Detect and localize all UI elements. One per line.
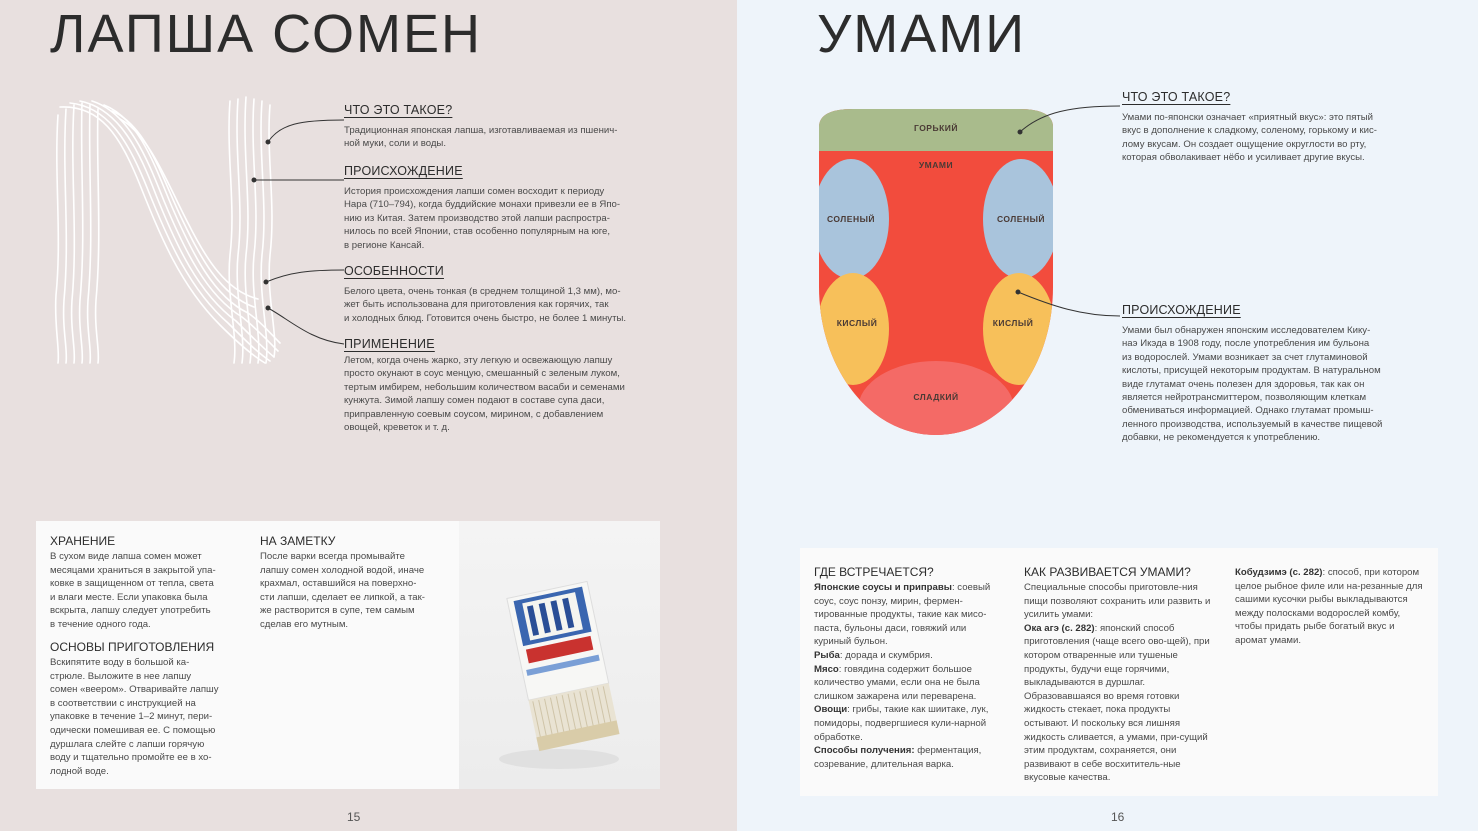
label-salty-left: СОЛЕНЫЙ xyxy=(826,214,876,224)
section-features xyxy=(344,263,674,325)
storage-head: ХРАНЕНИЕ xyxy=(50,534,116,548)
info-box xyxy=(36,521,660,789)
section-usage xyxy=(344,336,674,434)
section-head: ОСОБЕННОСТИ xyxy=(344,264,444,278)
note-text: После варки всегда промывайте лапшу сомен холодной водой, иначе крахмал, оставшийся на поверхно- сти лапши, сделает ее липкой, а так- же растворится в супе, тем самым сделав его мутным. xyxy=(260,551,425,630)
label-bitter: ГОРЬКИЙ xyxy=(913,123,959,133)
section-what xyxy=(344,102,674,151)
storage-block xyxy=(50,534,250,632)
note-block xyxy=(260,534,460,632)
section-head: ЧТО ЭТО ТАКОЕ? xyxy=(1122,90,1231,104)
item-text: : способ, при котором целое рыбное филе или на-резанные для сашими кусочки рыбы выкладываются между полосками водорослей комбу, чтобы придать рыбе богатый вкус и аромат умами. xyxy=(1235,567,1423,646)
where-head: ГДЕ ВСТРЕЧАЕТСЯ? xyxy=(814,565,934,579)
develop-intro: Специальные способы приготовле-ния пищи позволяют сохранить или развить и усилить умами: xyxy=(1024,582,1211,621)
item-text: : грибы, такие как шиитаке, лук, помидоры, подвергшиеся кули-нарной обработке. xyxy=(814,704,989,743)
label-sour-right: КИСЛЫЙ xyxy=(992,318,1034,328)
kobujime-text xyxy=(1235,566,1425,648)
leader-lines xyxy=(240,100,350,360)
where-block xyxy=(814,565,1004,771)
section-head: ЧТО ЭТО ТАКОЕ? xyxy=(344,103,453,117)
storage-text: В сухом виде лапша сомен может месяцами храниться в закрытой упа- ковке в защищенном от тепла, света и влаги месте. Если упаковка была вскрыта, лапшу следует употребить в течение одного года. xyxy=(50,551,216,630)
page-number: 16 xyxy=(1111,810,1125,824)
left-page xyxy=(0,0,737,831)
page-title: ЛАПША СОМЕН xyxy=(50,4,482,64)
noodle-package-photo xyxy=(459,521,660,789)
section-text: Умами по-японски означает «приятный вкус»: это пятый вкус в дополнение к сладкому, соленому, горькому и кис- лому вкусам. Он создает ощущение округлости во рту, которая обволакивает нёбо и усиливает другие вкусы. xyxy=(1122,112,1377,164)
item-bold: Овощи xyxy=(814,704,848,716)
section-origin xyxy=(344,163,674,252)
item-text: : дорада и скумбрия. xyxy=(839,649,933,661)
label-salty-right: СОЛЕНЫЙ xyxy=(996,214,1046,224)
section-text: История происхождения лапши сомен восходит к периоду Нара (710–794), когда буддийские монахи привезли ее в Япо- нию из Китая. Затем производство этой лапши распростра- нилось по всей Японии, став особенно популярным на юге, в регионе Кансай. xyxy=(344,186,621,251)
item-bold: Японские соусы и приправы xyxy=(814,582,952,593)
item-bold: Рыба xyxy=(814,649,840,661)
section-head: ПРОИСХОЖДЕНИЕ xyxy=(1122,303,1241,317)
section-text: Традиционная японская лапша, изготавливаемая из пшенич- ной муки, соли и воды. xyxy=(344,125,618,150)
item-bold: Ока агэ (с. 282) xyxy=(1024,622,1095,634)
section-head: ПРИМЕНЕНИЕ xyxy=(344,337,435,351)
where-text xyxy=(814,581,1004,771)
item-text: : говядина содержит большое количество умами, если она не была слишком зажарена или переварена. xyxy=(814,663,980,702)
item-bold: Способы получения: xyxy=(814,745,915,757)
section-text: Умами был обнаружен японским исследователем Кику- наэ Икэда в 1908 году, после употребления им бульона из водорослей. Умами возникает за счет глутаминовой кислоты, присущей некоторым продуктам. В натуральном виде глутамат очень полезен для здоровья, так как он является нейротрансмиттером, позволяющим клеткам обмениваться информацией. Однако глутамат промыш- ленного производства, используемый в качестве пищевой добавки, не рекомендуется к употреблению. xyxy=(1122,325,1383,444)
label-sour-left: КИСЛЫЙ xyxy=(836,318,878,328)
note-head: НА ЗАМЕТКУ xyxy=(260,534,336,548)
info-box xyxy=(800,548,1438,796)
item-bold: Кобудзимэ (с. 282) xyxy=(1235,567,1323,578)
page-title: УМАМИ xyxy=(817,4,1027,64)
section-what xyxy=(1122,89,1442,165)
develop-text xyxy=(1024,581,1216,785)
develop-block xyxy=(1024,565,1216,785)
section-text: Летом, когда очень жарко, эту легкую и освежающую лапшу просто окунают в соус менцую, смешанный с зеленым луком, тертым имбирем, небольшим количеством васаби и семенами кунжута. Зимой лапшу сомен подают в составе супа даси, приправленную соевым соусом, мирином, с добавлением овощей, креветок и т. д. xyxy=(344,355,625,434)
tongue-sour-left-zone xyxy=(817,273,889,385)
basics-text: Вскипятите воду в большой ка- стрюле. Выложите в нее лапшу сомен «веером». Отваривайте лапшу в соответствии с инструкцией на упаковке в течение 1–2 минут, пери- одически помешивая ее. С помощью дуршлага слейте с лапши горячую воду и тщательно промойте ее в хо- лодной воде. xyxy=(50,657,219,777)
section-head: ПРОИСХОЖДЕНИЕ xyxy=(344,164,463,178)
kobujime-block xyxy=(1235,566,1425,648)
basics-head: ОСНОВЫ ПРИГОТОВЛЕНИЯ xyxy=(50,640,215,654)
page-number: 15 xyxy=(347,810,361,824)
develop-head: КАК РАЗВИВАЕТСЯ УМАМИ? xyxy=(1024,565,1191,579)
item-text: ферментация, созревание, длительная варка. xyxy=(814,745,982,770)
basics-block xyxy=(50,640,250,778)
right-page xyxy=(737,0,1478,831)
item-bold: Мясо xyxy=(814,663,839,675)
label-sweet: СЛАДКИЙ xyxy=(913,392,959,402)
section-origin xyxy=(1122,302,1442,445)
leader-lines xyxy=(1012,100,1122,330)
section-text: Белого цвета, очень тонкая (в среднем толщиной 1,3 мм), мо- жет быть использована для приготовления как горячих, так и холодных блюд. Готовится очень быстро, не более 1 минуты. xyxy=(344,286,627,324)
label-umami: УМАМИ xyxy=(918,160,954,170)
item-text: : японский способ приготовления (чаще всего ово-щей), при котором отваренные или тушеные продукты, будучи еще горячими, выкладываются в дуршлаг. Образовавшаяся во время готовки жидкость стекает, пока продукты остывают. И поскольку вся лишняя жидкость сливается, а умами, при-сущий этим продуктам, сохраняется, они развивают в себе восхититель-ные вкусовые качества. xyxy=(1024,622,1210,784)
item-text: : соевый соус, соус понзу, мирин, фермен-тированные продукты, такие как мисо-паста, бульоны даси, говяжий или куриный бульон. xyxy=(814,582,991,648)
